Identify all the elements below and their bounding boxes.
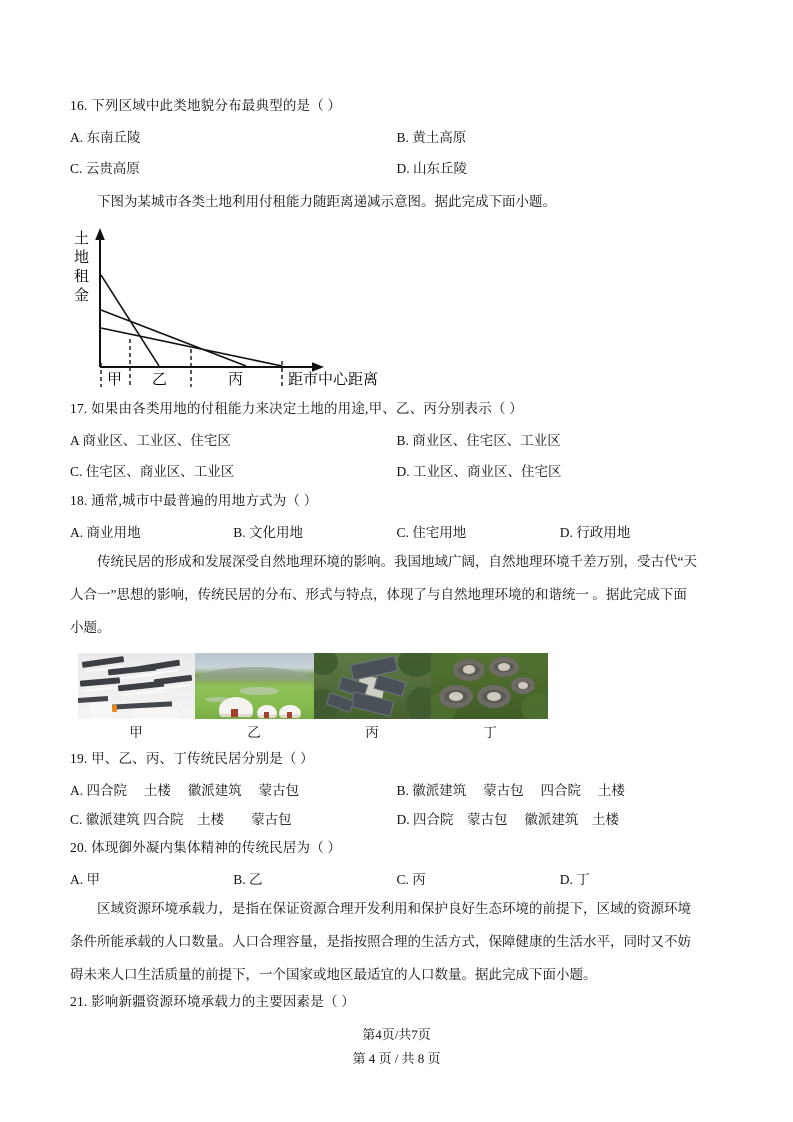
option-18-C[interactable] [397, 521, 560, 541]
option-16-D-text: 山东丘陵 [413, 160, 467, 176]
photo-label-bing: 丙 [365, 724, 379, 740]
x-axis-arrow [312, 362, 324, 372]
question-17-options-row-1 [70, 429, 723, 449]
option-18-A[interactable] [70, 521, 233, 541]
bid-rent-line-industrial [101, 310, 246, 366]
option-16-C[interactable] [70, 157, 397, 177]
dwellings-intro-line-1: 传统民居的形成和发展深受自然地理环境的影响。我国地域广阔，自然地理环境千差万别，受古代“天 [97, 553, 697, 569]
question-19-options-row-1 [70, 779, 723, 799]
bid-rent-line-residential [101, 328, 282, 366]
option-18-C-text: 住宅用地 [412, 524, 467, 540]
option-19-D[interactable] [397, 808, 724, 828]
option-20-B-label: B. [233, 871, 246, 887]
question-20-options-row [70, 868, 723, 888]
option-16-A-text: 东南丘陵 [86, 129, 141, 145]
dwellings-intro-line-2: 人合一”思想的影响，传统民居的分布、形式与特点，体现了与自然地理环境的和谐统一 。据此完成下面 [70, 586, 687, 602]
question-19-text: 甲、乙、丙、丁传统民居分别是（ ） [91, 750, 314, 766]
option-18-D-text: 行政用地 [576, 524, 631, 540]
question-16-stem [70, 96, 723, 117]
question-18-number: 18. [70, 492, 88, 508]
question-17-text: 如果由各类用地的付租能力来决定土地的用途,甲、乙、丙分别表示（ ） [91, 400, 523, 416]
option-19-A-label: A. [70, 782, 84, 798]
option-20-A-text: 甲 [86, 871, 100, 887]
option-17-D-label: D. [396, 463, 410, 479]
option-18-C-label: C. [396, 524, 409, 540]
option-20-A-label: A. [70, 871, 84, 887]
option-18-D[interactable] [560, 521, 723, 541]
option-20-D[interactable] [560, 868, 723, 888]
question-21-number: 21. [70, 993, 88, 1009]
carrying-capacity-line-3: 碍未来人口生活质量的前提下，一个国家或地区最适宜的人口数量。据此完成下面小题。 [70, 966, 597, 982]
option-20-B[interactable] [233, 868, 396, 888]
option-19-B-text: 徽派建筑 蒙古包 四合院 土楼 [412, 782, 625, 798]
x-axis-label: 距市中心距离 [288, 371, 379, 388]
option-19-C-text: 徽派建筑 四合院 土楼 蒙古包 [85, 811, 292, 827]
question-21-stem [70, 992, 723, 1013]
option-20-B-text: 乙 [249, 871, 263, 887]
question-20-number: 20. [70, 839, 88, 855]
y-axis-label-char-4: 金 [74, 287, 90, 304]
photo-label-ding: 丁 [483, 724, 497, 740]
bid-rent-intro-paragraph: 下图为某城市各类土地利用付租能力随距离递减示意图。据此完成下面小题。 [97, 193, 556, 209]
dwellings-intro-line-3: 小题。 [70, 619, 111, 635]
carrying-capacity-line-1: 区域资源环境承载力，是指在保证资源合理开发利用和保护良好生态环境的前提下，区域的资源环境 [97, 900, 691, 916]
option-17-C[interactable] [70, 460, 397, 480]
question-19-number: 19. [70, 750, 88, 766]
question-21-text: 影响新疆资源环境承载力的主要因素是（ ） [91, 993, 355, 1009]
siheyuan-courtyard-photo [314, 653, 431, 719]
option-19-A[interactable] [70, 779, 397, 799]
option-16-D[interactable] [397, 157, 724, 177]
option-19-A-text: 四合院 土楼 徽派建筑 蒙古包 [86, 782, 300, 798]
question-16-options-row-1 [70, 126, 723, 146]
option-19-D-text: 四合院 蒙古包 徽派建筑 土楼 [413, 811, 619, 827]
page-footer-primary: 第4页/共7页 [362, 1027, 431, 1042]
option-17-C-text: 住宅区、商业区、工业区 [85, 463, 235, 479]
option-18-D-label: D. [559, 524, 573, 540]
option-18-A-label: A. [70, 524, 84, 540]
question-18-text: 通常,城市中最普遍的用地方式为（ ） [91, 492, 318, 508]
option-19-B[interactable] [397, 779, 724, 799]
mongolian-yurt-photo [195, 653, 314, 719]
carrying-capacity-line-2: 条件所能承载的人口数量。人口合理容量，是指按照合理的生活方式，保障健康的生活水平，同时又不妨 [70, 933, 691, 949]
question-19-stem [70, 749, 723, 770]
option-16-C-label: C. [70, 160, 83, 176]
y-axis-label-char-3: 租 [74, 268, 90, 285]
option-17-A-text: 商业区、工业区、住宅区 [82, 432, 231, 448]
option-17-B-text: 商业区、住宅区、工业区 [412, 432, 561, 448]
photo-label-yi: 乙 [247, 724, 261, 740]
option-19-C-label: C. [70, 811, 83, 827]
photo-label-jia: 甲 [129, 724, 143, 740]
zone-label-yi: 乙 [152, 371, 168, 388]
option-19-B-label: B. [396, 782, 409, 798]
question-16-number: 16. [70, 98, 88, 113]
option-16-A-label: A. [70, 129, 84, 145]
zone-label-jia: 甲 [107, 371, 123, 388]
option-17-D[interactable] [397, 460, 724, 480]
option-20-C-label: C. [396, 871, 409, 887]
option-17-B-label: B. [396, 432, 409, 448]
page-footer-secondary: 第 4 页 / 共 8 页 [352, 1051, 441, 1066]
option-17-C-label: C. [70, 463, 83, 479]
option-17-A[interactable] [70, 429, 397, 449]
huizhou-architecture-photo [78, 653, 195, 719]
option-18-A-text: 商业用地 [86, 524, 141, 540]
question-16-text: 下列区域中此类地貌分布最典型的是（ ） [91, 98, 342, 113]
option-17-A-label: A [70, 432, 80, 448]
question-18-options-row [70, 521, 723, 541]
zone-label-bing: 丙 [228, 371, 244, 388]
option-20-A[interactable] [70, 868, 233, 888]
bid-rent-figure [70, 221, 723, 389]
option-16-C-text: 云贵高原 [85, 160, 140, 176]
question-18-stem [70, 491, 723, 512]
question-20-stem [70, 838, 723, 859]
y-axis-label-char-2: 地 [74, 249, 90, 266]
question-19-options-row-2 [70, 808, 723, 828]
option-17-D-text: 工业区、商业区、住宅区 [413, 463, 562, 479]
photo-strip-labels [78, 719, 548, 741]
option-19-D-label: D. [396, 811, 410, 827]
fujian-tulou-photo [431, 653, 548, 719]
question-16-options-row-2 [70, 157, 723, 177]
option-18-B-label: B. [233, 524, 246, 540]
option-20-C[interactable] [397, 868, 560, 888]
option-16-B[interactable] [397, 126, 724, 146]
option-16-B-text: 黄土高原 [412, 129, 467, 145]
bid-rent-chart-svg [62, 221, 462, 389]
option-18-B-text: 文化用地 [249, 524, 304, 540]
page-content [70, 86, 723, 1022]
y-axis-label-char-1: 土 [74, 230, 90, 247]
traditional-dwellings-photo-strip [78, 653, 548, 719]
y-axis-arrow [95, 228, 105, 240]
option-19-C[interactable] [70, 808, 397, 828]
question-17-number: 17. [70, 400, 88, 416]
option-16-A[interactable] [70, 126, 397, 146]
option-16-D-label: D. [396, 160, 410, 176]
option-20-D-label: D. [559, 871, 573, 887]
question-17-options-row-2 [70, 460, 723, 480]
option-17-B[interactable] [397, 429, 724, 449]
question-17-stem [70, 399, 723, 420]
option-20-D-text: 丁 [576, 871, 590, 887]
option-18-B[interactable] [233, 521, 396, 541]
question-20-text: 体现御外凝内集体精神的传统民居为（ ） [91, 839, 342, 855]
option-20-C-text: 丙 [412, 871, 426, 887]
option-16-B-label: B. [396, 129, 409, 145]
